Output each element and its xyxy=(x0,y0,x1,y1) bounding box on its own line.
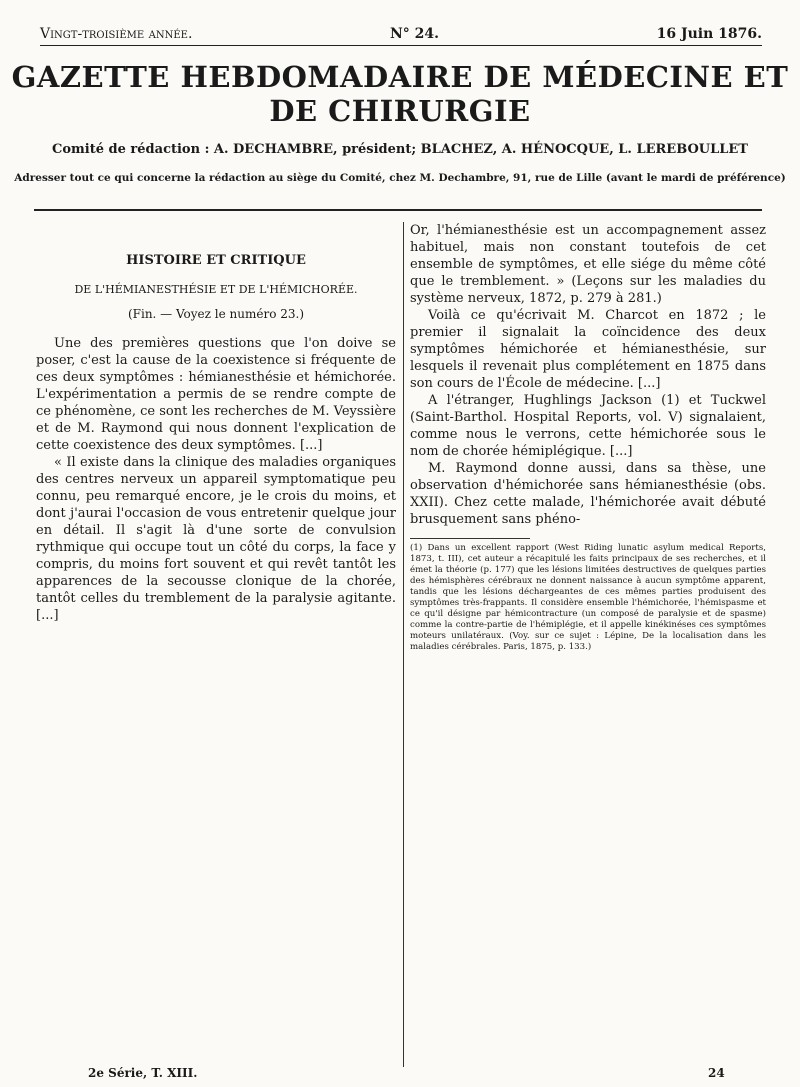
section-title: HISTOIRE ET CRITIQUE xyxy=(126,253,306,268)
continuation-note: (Fin. — Voyez le numéro 23.) xyxy=(127,307,305,321)
paragraph: A l'étranger, Hughlings Jackson (1) et Tuckwel (Saint-Barthol. Hospital Reports, vol. V) signalaient, comme nous le verrons, cette hémichorée sous le nom de chorée hémiplégique. [...] xyxy=(410,393,766,459)
masthead-title: GAZETTE HEBDOMADAIRE DE MÉDECINE ET DE CHIRURGIE xyxy=(11,60,789,128)
year-label: Vingt-troisième année. xyxy=(40,26,193,42)
editorial-committee: Comité de rédaction : A. DECHAMBRE, président; BLACHEZ, A. HÉNOCQUE, L. LEREBOULLET xyxy=(52,142,748,157)
paragraph: Une des premières questions que l'on doive se poser, c'est la cause de la coexistence si fréquente de ces deux symptômes : hémianesthésie et hémichorée. L'expérimentation a permis de se rendre compte de ce phénomène, ce sont les recherches de M. Veyssière et de M. Raymond qui nous donnent l'explication de cette coexistence des deux symptômes. [...] xyxy=(36,336,396,453)
paragraph: Or, l'hémianesthésie est un accompagnement assez habituel, mais non constant toutefois de cet ensemble de symptômes, et elle siége du même côté que le tremblement. » (Leçons sur les maladies du système nerveux, 1872, p. 279 à 281.) xyxy=(410,223,766,306)
paragraph: M. Raymond donne aussi, dans sa thèse, une observation d'hémichorée sans hémianesthésie (obs. XXII). Chez cette malade, l'hémichorée avait débuté brusquement sans phéno- xyxy=(410,461,766,527)
editorial-address: Adresser tout ce qui concerne la rédaction au siège du Comité, chez M. Dechambre, 91, rue de Lille (avant le mardi de préférence) xyxy=(14,172,786,184)
masthead-rule xyxy=(34,209,762,211)
left-column xyxy=(36,222,396,624)
footnote: (1) Dans un excellent rapport (West Riding lunatic asylum medical Reports, 1873, t. III), cet auteur a récapitulé les faits principaux de ses recherches, et il émet la théorie (p. 177) que les lésions limitées destructives de quelques parties des hémisphères cérébraux ne donnent naissance à aucun symptôme apparent, tandis que les lésions déchargeantes de ces mêmes parties produisent des symptômes très-frappants. Il considère ensemble l'hémichorée, l'hémispasme et ce qu'il désigne par hémicontracture (un composé de paralysie et de spasme) comme la contre-partie de l'hémiplégie, et il appelle kinékinéses ces symptômes moteurs unilatéraux. (Voy. sur ce sujet : Lépine, De la localisation dans les maladies cérébrales. Paris, 1875, p. 133.) xyxy=(410,543,766,652)
series-label: 2e Série, T. XIII. xyxy=(88,1066,198,1080)
section-subtitle: DE L'HÉMIANESTHÉSIE ET DE L'HÉMICHORÉE. xyxy=(74,283,358,296)
sheet-number: 24 xyxy=(708,1066,725,1080)
header-rule xyxy=(40,45,762,46)
paragraph: Voilà ce qu'écrivait M. Charcot en 1872 ; le premier il signalait la coïncidence des deux symptômes hémichorée et hémianesthésie, sur lesquels il revenait plus complétement en 1875 dans son cours de l'École de médecine. [...] xyxy=(410,308,766,391)
quotation-paragraph: « Il existe dans la clinique des maladies organiques des centres nerveux un appareil symptomatique peu connu, peu remarqué encore, je le crois du moins, et dont j'aurai l'occasion de vous entretenir quelque jour en détail. Il s'agit là d'une sorte de convulsion rythmique qui occupe tout un côté du corps, la face y compris, du moins fort souvent et qui revêt tantôt les apparences de la secousse clonique de la chorée, tantôt celles du tremblement de la paralysie agitante. [...] xyxy=(36,455,396,623)
right-column xyxy=(410,222,766,653)
footnote-rule xyxy=(410,538,530,539)
issue-number: N° 24. xyxy=(390,26,440,42)
issue-date: 16 Juin 1876. xyxy=(656,26,762,42)
column-divider xyxy=(403,222,404,1067)
